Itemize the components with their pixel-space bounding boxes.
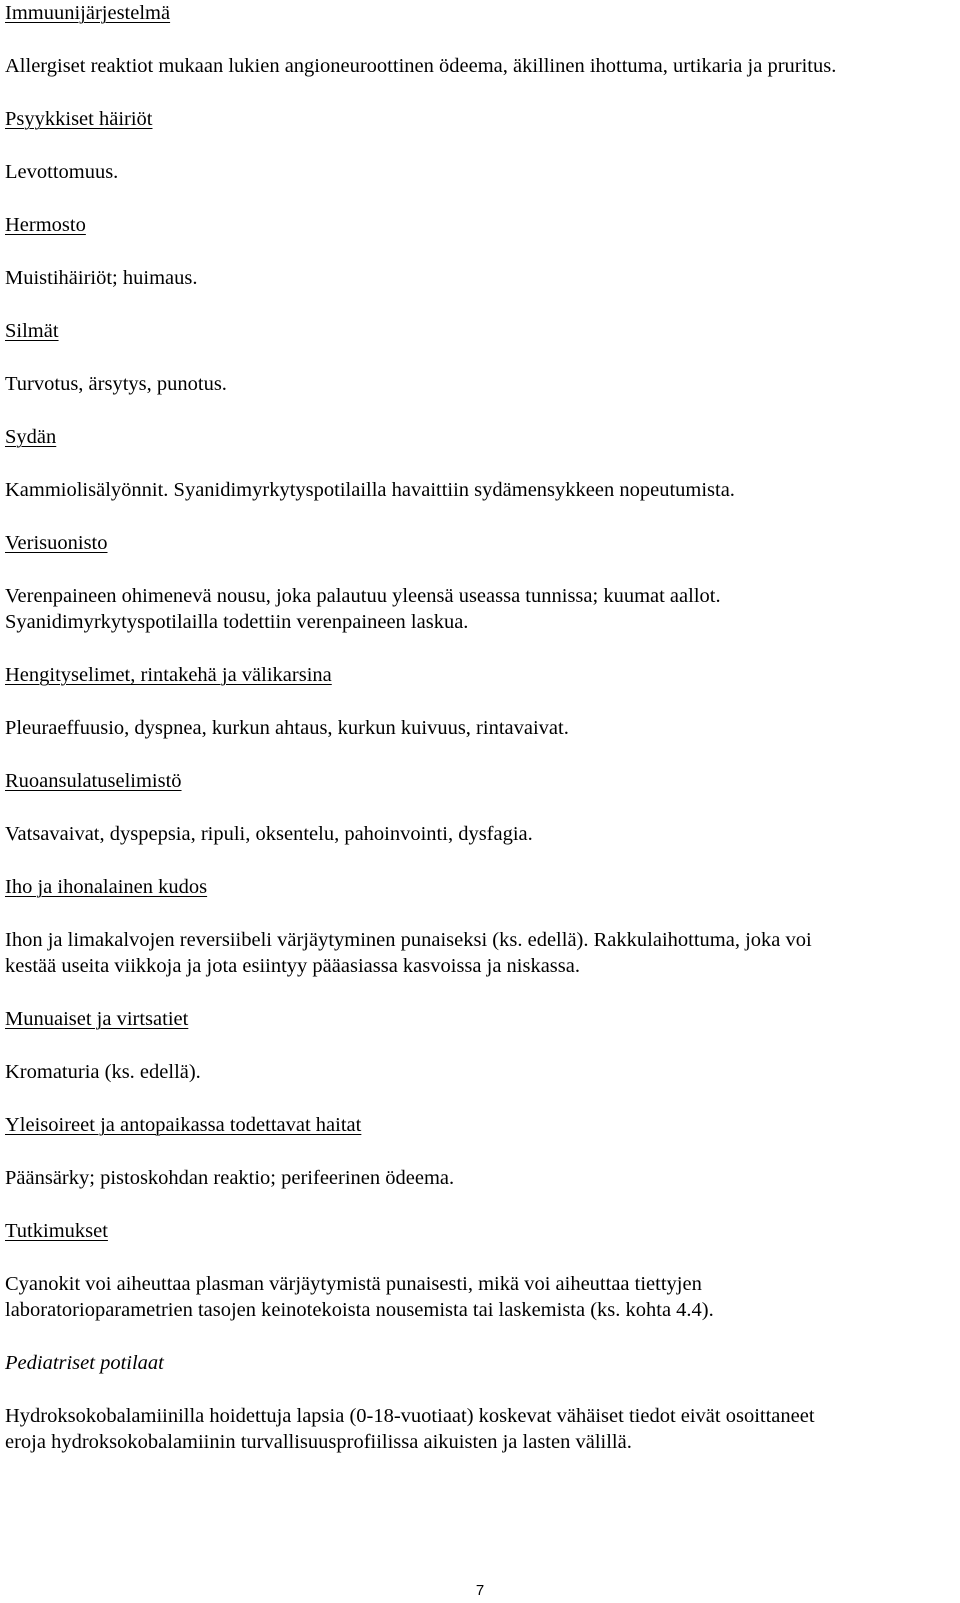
body-respiratory: Pleuraeffuusio, dyspnea, kurkun ahtaus, kurkun kuivuus, rintavaivat. xyxy=(5,717,569,739)
heading-general-disorders: Yleisoireet ja antopaikassa todettavat haitat xyxy=(5,1114,362,1136)
heading-heart: Sydän xyxy=(5,426,57,448)
body-kidney: Kromaturia (ks. edellä). xyxy=(5,1061,201,1083)
heading-psychiatric: Psyykkiset häiriöt xyxy=(5,108,153,130)
body-vascular-line-1: Verenpaineen ohimenevä nousu, joka palautuu yleensä useassa tunnissa; kuumat aallot. xyxy=(5,585,721,607)
body-heart: Kammiolisälyönnit. Syanidimyrkytyspotilailla havaittiin sydämensykkeen nopeutumista. xyxy=(5,479,735,501)
heading-vascular: Verisuonisto xyxy=(5,532,108,554)
body-immune-system: Allergiset reaktiot mukaan lukien angioneuroottinen ödeema, äkillinen ihottuma, urtikaria ja pruritus. xyxy=(5,55,837,77)
body-eyes: Turvotus, ärsytys, punotus. xyxy=(5,373,227,395)
body-pediatric-line-2: eroja hydroksokobalamiinin turvallisuusprofiilissa aikuisten ja lasten välillä. xyxy=(5,1431,632,1453)
body-psychiatric: Levottomuus. xyxy=(5,161,119,183)
heading-investigations: Tutkimukset xyxy=(5,1220,108,1242)
body-investigations-line-1: Cyanokit voi aiheuttaa plasman värjäytymistä punaisesti, mikä voi aiheuttaa tiettyjen xyxy=(5,1273,702,1295)
body-pediatric-line-1: Hydroksokobalamiinilla hoidettuja lapsia (0-18-vuotiaat) koskevat vähäiset tiedot eivät osoittaneet xyxy=(5,1405,815,1427)
body-skin-line-1: Ihon ja limakalvojen reversiibeli värjäytyminen punaiseksi (ks. edellä). Rakkulaihottuma, joka voi xyxy=(5,929,812,951)
heading-respiratory: Hengityselimet, rintakehä ja välikarsina xyxy=(5,664,332,686)
body-general-disorders: Päänsärky; pistoskohdan reaktio; perifeerinen ödeema. xyxy=(5,1167,455,1189)
page-number: 7 xyxy=(475,1582,485,1599)
heading-skin: Iho ja ihonalainen kudos xyxy=(5,876,208,898)
body-vascular-line-2: Syanidimyrkytyspotilailla todettiin verenpaineen laskua. xyxy=(5,611,469,633)
body-skin-line-2: kestää useita viikkoja ja jota esiintyy pääasiassa kasvoissa ja niskassa. xyxy=(5,955,580,977)
heading-nervous-system: Hermosto xyxy=(5,214,86,236)
heading-eyes: Silmät xyxy=(5,320,59,342)
body-gastrointestinal: Vatsavaivat, dyspepsia, ripuli, oksentelu, pahoinvointi, dysfagia. xyxy=(5,823,533,845)
heading-gastrointestinal: Ruoansulatuselimistö xyxy=(5,770,182,792)
body-investigations-line-2: laboratorioparametrien tasojen keinotekoista nousemista tai laskemista (ks. kohta 4.4). xyxy=(5,1299,714,1321)
body-nervous-system: Muistihäiriöt; huimaus. xyxy=(5,267,198,289)
heading-immune-system: Immuunijärjestelmä xyxy=(5,2,171,24)
heading-pediatric: Pediatriset potilaat xyxy=(5,1352,164,1374)
heading-kidney: Munuaiset ja virtsatiet xyxy=(5,1008,189,1030)
